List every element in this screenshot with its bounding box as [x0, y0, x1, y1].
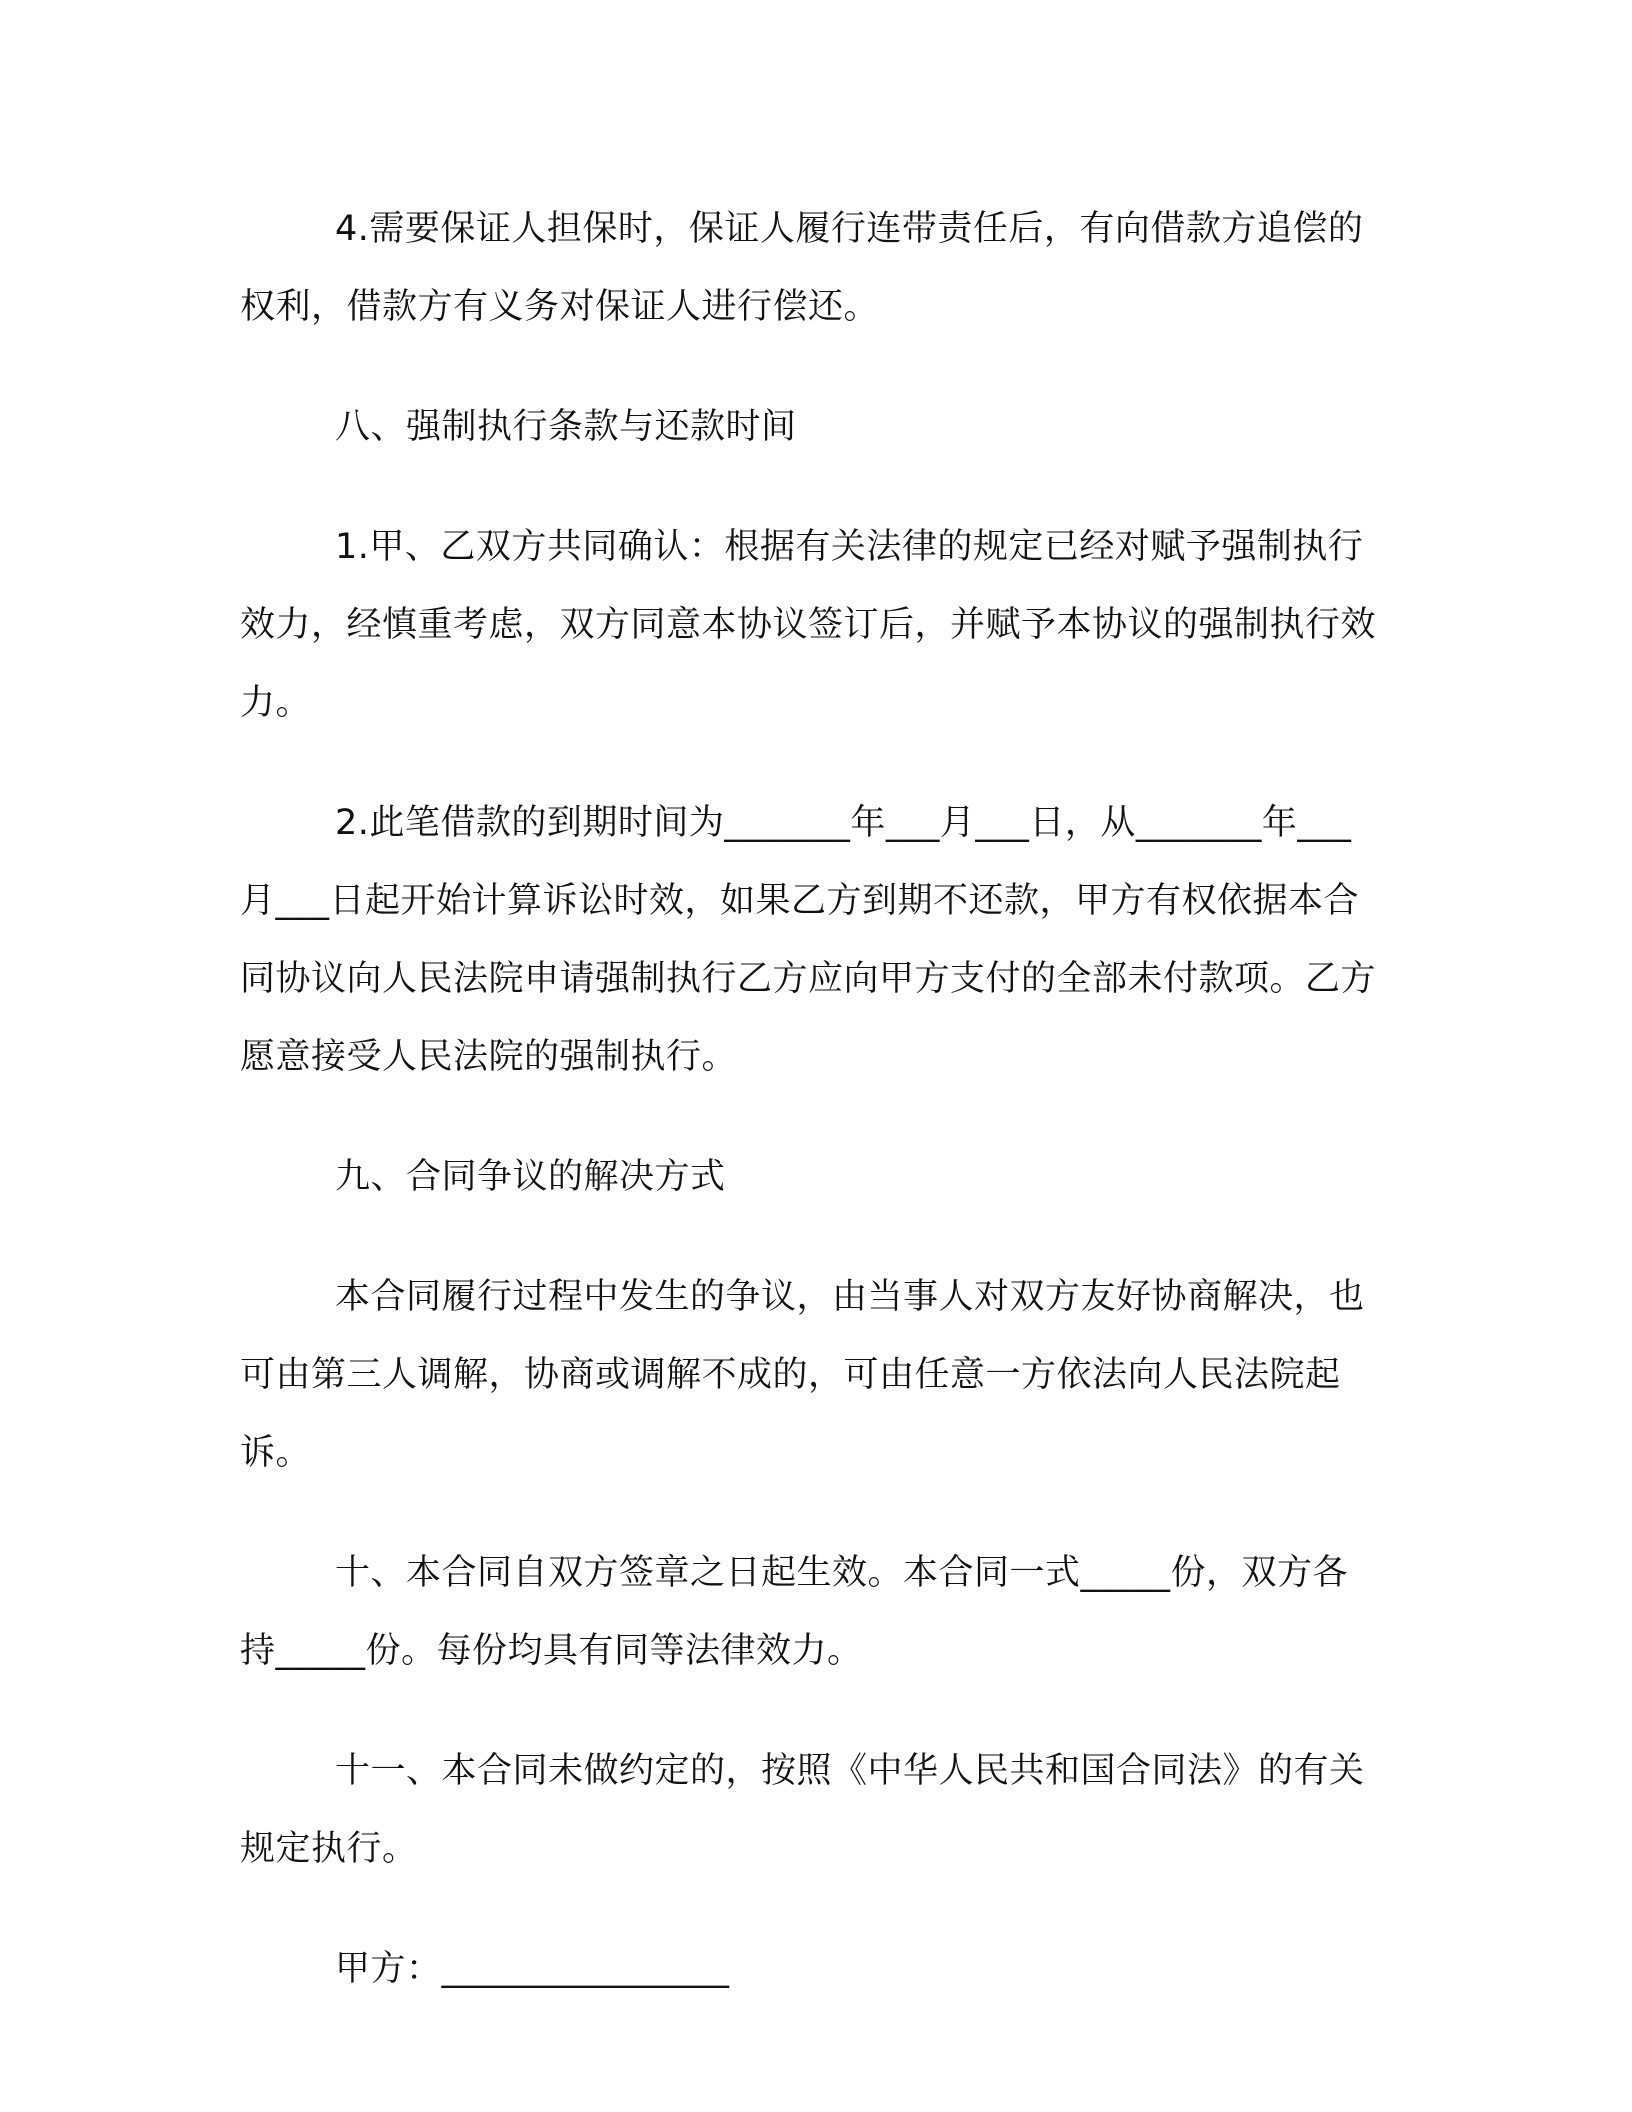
section-heading-dispute: 九、合同争议的解决方式 [335, 1157, 726, 1197]
party-a-signature-line: 甲方：________________ [335, 1949, 730, 1989]
clause-dispute-resolution: 本合同履行过程中发生的争议，由当事人对双方友好协商解决，也可由第三人调解，协商或调解不成的，可由任意一方依法向人民法院起诉。 [240, 1277, 1365, 1473]
clause-guarantor-recourse: 4.需要保证人担保时，保证人履行连带责任后，有向借款方追偿的权利，借款方有义务对保证人进行偿还。 [240, 209, 1364, 327]
clause-effective-copies: 十、本合同自双方签章之日起生效。本合同一式_____份，双方各持_____份。每份均具有同等法律效力。 [240, 1553, 1349, 1671]
clause-contract-law: 十一、本合同未做约定的，按照《中华人民共和国合同法》的有关规定执行。 [240, 1751, 1365, 1869]
section-heading-enforcement: 八、强制执行条款与还款时间 [335, 407, 797, 447]
document-body [240, 190, 1380, 2050]
clause-due-date: 2.此笔借款的到期时间为_______年___月___日，从_______年___月___日起开始计算诉讼时效，如果乙方到期不还款，甲方有权依据本合同协议向人民法院申请强制执行乙方应向甲方支付的全部未付款项。乙方愿意接受人民法院的强制执行。 [240, 803, 1377, 1077]
clause-enforcement-confirmation: 1.甲、乙双方共同确认：根据有关法律的规定已经对赋予强制执行效力，经慎重考虑，双方同意本协议签订后，并赋予本协议的强制执行效力。 [240, 527, 1377, 723]
